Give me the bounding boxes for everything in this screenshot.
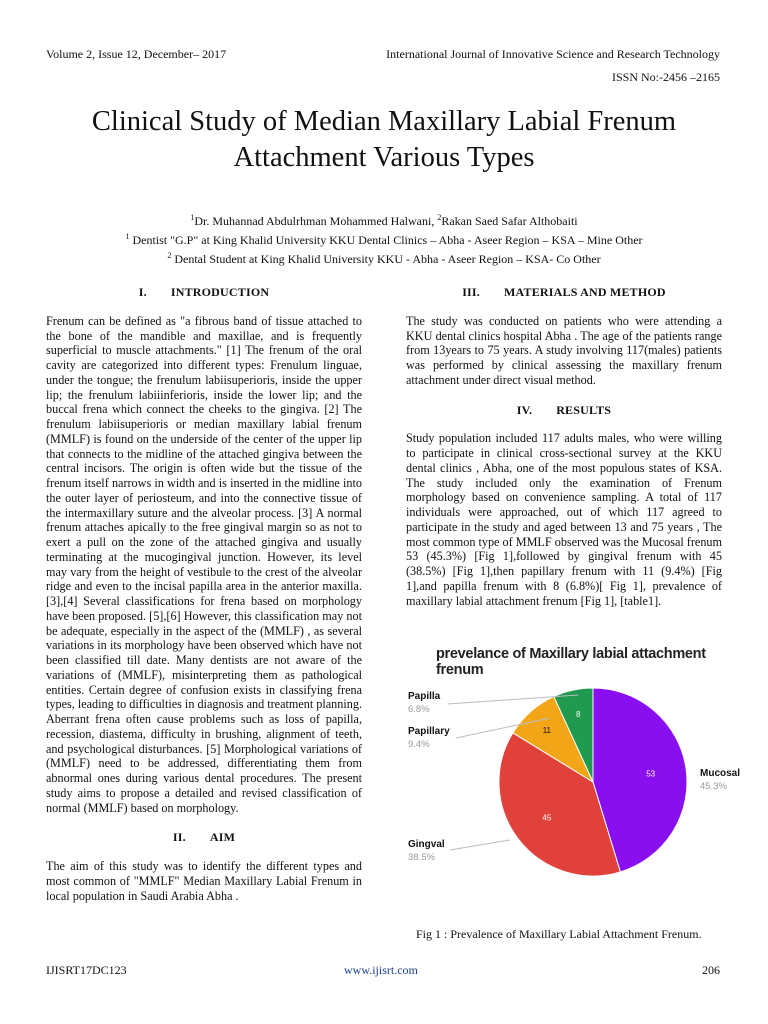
category-label-papilla: Papilla	[408, 691, 441, 702]
methods-paragraph: The study was conducted on patients who were attending a KKU dental clinics hospital Abha . The age of the patients range from 13years to 75 years. A study involving 117(males) patients was performed by clinical assessing the maxillary frenum attachment under direct visual method.	[406, 313, 722, 387]
section-title: INTRODUCTION	[170, 285, 270, 299]
author-2-name: Rakan Saed Safar Althobaiti	[441, 214, 578, 228]
percent-label-papilla: 6.8%	[408, 704, 430, 715]
affiliation-2-text: Dental Student at King Khalid University KKU - Abha - Aseer Region – KSA- Co Other	[171, 252, 601, 266]
website-link[interactable]: www.ijisrt.com	[344, 963, 418, 977]
author-names	[40, 210, 728, 229]
title-line-2: Attachment Various Types	[233, 142, 535, 173]
author-2-superscript: 2	[437, 213, 442, 222]
issn-number: ISSN No:-2456 –2165	[611, 70, 720, 84]
pie-chart-figure	[400, 640, 740, 910]
section-number: III.	[462, 285, 480, 299]
slice-value-label: 45	[542, 813, 552, 823]
author-1-superscript: 1	[190, 213, 195, 222]
affiliation-1	[40, 229, 728, 248]
paper-title	[40, 104, 728, 176]
section-heading-methods	[406, 285, 722, 300]
author-1-name: Dr. Muhannad Abdulrhman Mohammed Halwani,	[194, 214, 438, 228]
right-column	[406, 285, 722, 608]
authors-block	[40, 210, 728, 267]
figure-caption: Fig 1 : Prevalence of Maxillary Labial Attachment Frenum.	[416, 927, 702, 941]
section-title: RESULTS	[556, 402, 612, 417]
percent-label-papillary: 9.4%	[408, 739, 430, 750]
percent-label-gingval: 38.5%	[408, 852, 435, 863]
paper-code: IJISRT17DC123	[46, 963, 127, 977]
slice-value-label: 8	[575, 710, 581, 720]
aim-paragraph: The aim of this study was to identify the different types and most common of "MMLF" Median Maxillary Labial Frenum in local population in Saudi Arabia Abha .	[46, 859, 362, 903]
affiliation-1-text: Dentist "G.P" at King Khalid University KKU Dental Clinics – Abha - Aseer Region – KSA – Mine Other	[129, 233, 643, 247]
pie-chart	[400, 640, 740, 910]
journal-name: International Journal of Innovative Science and Research Technology	[386, 47, 720, 61]
affiliation-2-superscript: 2	[167, 251, 172, 260]
slice-value-label: 11	[542, 725, 552, 735]
section-number: I.	[138, 285, 147, 299]
section-heading-aim	[46, 830, 362, 845]
section-number: II.	[172, 830, 186, 845]
section-title: MATERIALS AND METHOD	[504, 285, 666, 299]
results-paragraph: Study population included 117 adults males, who were willing to participate in clinical cross-sectional survey at the KKU dental clinics , Abha, one of the most populous states of KSA. The study included only the examination of Frenum morphology based on convenience sampling. A total of 117 individuals were approached, out of which 117 agreed to participate in the study and aged between 13 and 75 years , The most common type of MMLF observed was the Mucosal frenum 53 (45.3%) [Fig 1],followed by gingival frenum with 45 (38.5%) [Fig 1],then papillary frenum with 11 (9.4%) [Fig 1],and papilla frenum with 8 (6.8%)[ Fig 1], prevalence of maxillary labial attachment frenum [Fig 1], [table1].	[406, 431, 722, 608]
category-label-papillary: Papillary	[408, 726, 450, 737]
page-number: 206	[702, 963, 720, 977]
category-label-mucosal: Mucosal	[700, 768, 740, 779]
section-heading-introduction	[46, 285, 362, 300]
affiliation-2	[40, 248, 728, 267]
title-line-1: Clinical Study of Median Maxillary Labial Frenum	[91, 106, 677, 137]
chart-title: prevelance of Maxillary labial attachment frenum	[436, 646, 706, 678]
leader-line	[450, 840, 510, 850]
affiliation-1-superscript: 1	[125, 232, 130, 241]
left-column	[46, 285, 362, 903]
section-number: IV.	[516, 402, 533, 417]
category-label-gingval: Gingval	[408, 839, 445, 850]
percent-label-mucosal: 45.3%	[700, 781, 727, 792]
volume-issue: Volume 2, Issue 12, December– 2017	[46, 47, 227, 61]
slice-value-label: 53	[646, 769, 656, 779]
introduction-paragraph: Frenum can be defined as "a fibrous band of tissue attached to the bone of the mandible and maxillae, and is frequently superficial to muscle attachments." [1] The frenum of the oral cavity are categorized into different types: Frenulum linguae, under the tongue; the frenulum labiisuperioris, inside the upper lip; the frenulum labiiinferioris, inside the lower lip; and the buccal frena which connect the cheeks to the gingiva. [2] The frenulum labiisuperioris or median maxillary labial frenum (MMLF) is found on the underside of the center of the upper lip that connects to the midline of the attached gingiva between the central incisors. The origin is often wide but the tissue of the frenum itself narrows in width and is inserted in the midline into the outer layer of periosteum, and into the connective tissue of the intermaxillary suture and the alveolar process. [3] A normal frenum attaches apically to the free gingival margin so as not to exert a pull on the zone of the attached gingiva and usually terminating at the mucogingival junction. However, its level may vary from the height of vestibule to the crest of the alveolar ridge and even to the incisal papilla area in the anterior maxilla. [3],[4] Several classifications for frena based on morphology have been proposed. [5],[6] However, this classification may not be adequate, especially in the aspect of the (MMLF) , as several variations in its morphology have been observed which have not been classified till date. Many dentists are not aware of the variations of (MMLF), misinterpreting them as pathological entities. Certain degree of confusion exists in classifying frena types, leading to difficulties in diagnosis and treatment planning. Aberrant frena often cause problems such as loss of papilla, recession, diastema, difficulty in brushing, alignment of teeth, and psychological disturbances. [5] Morphological variations of (MMLF) need to be addressed, differentiating them from abnormal ones during various dental procedures. The present study aims to propose a detailed and revised classification of normal (MMLF) based on morphology.	[46, 313, 362, 815]
section-title: AIM	[209, 830, 236, 845]
section-heading-results	[406, 403, 722, 418]
